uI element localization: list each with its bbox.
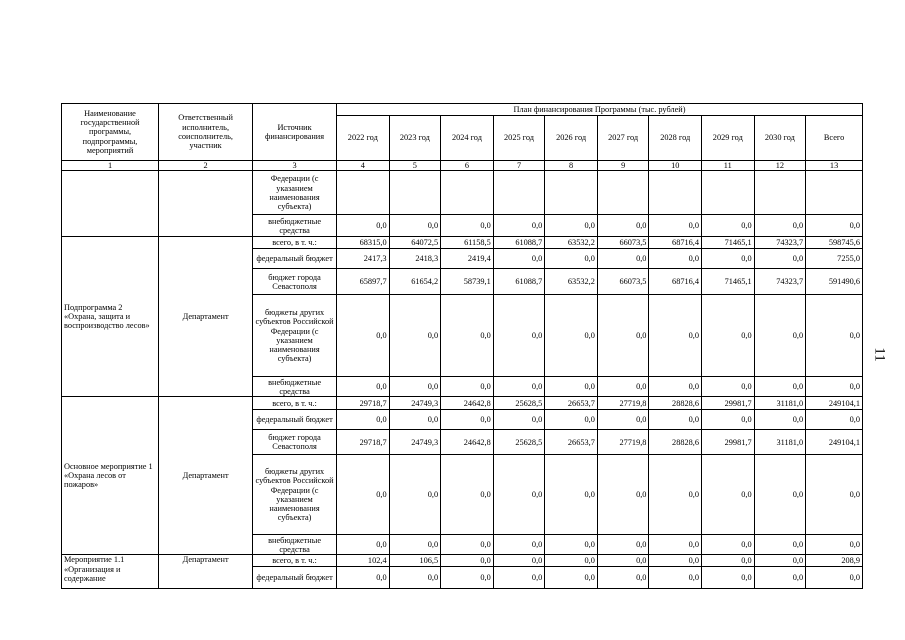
- value-cell: 598745,6: [806, 237, 863, 249]
- column-number: 13: [806, 161, 863, 171]
- row-group-name: [62, 171, 159, 237]
- value-cell: 0,0: [597, 535, 649, 555]
- value-cell: 74323,7: [754, 269, 806, 295]
- value-cell: 0,0: [806, 567, 863, 589]
- value-cell: 71465,1: [702, 269, 755, 295]
- header-year: 2026 год: [545, 116, 598, 161]
- value-cell: 0,0: [649, 555, 702, 567]
- value-cell: 74323,7: [754, 237, 806, 249]
- funding-source: внебюджетные средства: [253, 215, 337, 237]
- value-cell: 0,0: [702, 215, 755, 237]
- column-number: 1: [62, 161, 159, 171]
- funding-source: всего, в т. ч.:: [253, 397, 337, 410]
- value-cell: [754, 171, 806, 215]
- value-cell: 27719,8: [597, 397, 649, 410]
- value-cell: 0,0: [545, 535, 598, 555]
- table-row: [62, 397, 863, 410]
- value-cell: 0,0: [545, 567, 598, 589]
- column-number: 9: [597, 161, 649, 171]
- value-cell: [441, 171, 494, 215]
- value-cell: 66073,5: [597, 269, 649, 295]
- value-cell: 0,0: [754, 535, 806, 555]
- value-cell: 0,0: [806, 535, 863, 555]
- row-group-name: Мероприятие 1.1 «Организация и содержание: [62, 555, 159, 589]
- value-cell: 0,0: [702, 295, 755, 377]
- value-cell: 0,0: [441, 215, 494, 237]
- value-cell: 27719,8: [597, 430, 649, 455]
- value-cell: 0,0: [649, 567, 702, 589]
- value-cell: 0,0: [702, 567, 755, 589]
- row-group-executor: Департамент: [159, 397, 253, 555]
- funding-source: бюджет города Севастополя: [253, 269, 337, 295]
- value-cell: 68315,0: [337, 237, 390, 249]
- value-cell: 0,0: [649, 535, 702, 555]
- table-row: [62, 555, 863, 567]
- funding-source: федеральный бюджет: [253, 410, 337, 430]
- value-cell: 0,0: [597, 377, 649, 397]
- value-cell: 0,0: [702, 249, 755, 269]
- column-number: 2: [159, 161, 253, 171]
- value-cell: 64072,5: [389, 237, 441, 249]
- value-cell: 0,0: [545, 455, 598, 535]
- value-cell: 0,0: [806, 455, 863, 535]
- value-cell: 0,0: [545, 377, 598, 397]
- funding-source: бюджеты других субъектов Российской Федерации (с указанием наименования субъекта): [253, 455, 337, 535]
- header-column-numbers-row: [62, 161, 863, 171]
- value-cell: 24749,3: [389, 430, 441, 455]
- value-cell: 0,0: [806, 410, 863, 430]
- value-cell: 0,0: [597, 410, 649, 430]
- value-cell: 24642,8: [441, 430, 494, 455]
- value-cell: 0,0: [337, 295, 390, 377]
- value-cell: 0,0: [649, 377, 702, 397]
- value-cell: 2419,4: [441, 249, 494, 269]
- value-cell: 0,0: [702, 555, 755, 567]
- value-cell: 58739,1: [441, 269, 494, 295]
- funding-source: бюджеты других субъектов Российской Федерации (с указанием наименования субъекта): [253, 295, 337, 377]
- value-cell: 102,4: [337, 555, 390, 567]
- value-cell: 24749,3: [389, 397, 441, 410]
- value-cell: 0,0: [337, 410, 390, 430]
- value-cell: 0,0: [806, 215, 863, 237]
- value-cell: 0,0: [337, 215, 390, 237]
- value-cell: 0,0: [545, 249, 598, 269]
- value-cell: 0,0: [649, 410, 702, 430]
- value-cell: 0,0: [806, 377, 863, 397]
- value-cell: 0,0: [806, 295, 863, 377]
- value-cell: 31181,0: [754, 397, 806, 410]
- value-cell: 0,0: [754, 295, 806, 377]
- value-cell: 0,0: [389, 295, 441, 377]
- value-cell: 26653,7: [545, 430, 598, 455]
- funding-source: всего, в т. ч.:: [253, 555, 337, 567]
- value-cell: 0,0: [545, 410, 598, 430]
- value-cell: 0,0: [702, 455, 755, 535]
- value-cell: [337, 171, 390, 215]
- value-cell: 29981,7: [702, 430, 755, 455]
- value-cell: 66073,5: [597, 237, 649, 249]
- value-cell: 0,0: [754, 377, 806, 397]
- value-cell: 0,0: [493, 215, 545, 237]
- value-cell: 0,0: [389, 215, 441, 237]
- value-cell: 0,0: [493, 249, 545, 269]
- value-cell: 0,0: [754, 249, 806, 269]
- value-cell: 0,0: [441, 555, 494, 567]
- header-executor: Ответственный исполнитель, соисполнитель, участник: [159, 104, 253, 161]
- header-year: Всего: [806, 116, 863, 161]
- column-number: 12: [754, 161, 806, 171]
- value-cell: 0,0: [702, 410, 755, 430]
- value-cell: 61654,2: [389, 269, 441, 295]
- value-cell: 0,0: [389, 535, 441, 555]
- value-cell: 68716,4: [649, 237, 702, 249]
- column-number: 5: [389, 161, 441, 171]
- row-group-name: Подпрограмма 2 «Охрана, защита и воспроизводство лесов»: [62, 237, 159, 397]
- value-cell: 0,0: [441, 567, 494, 589]
- value-cell: 31181,0: [754, 430, 806, 455]
- value-cell: 0,0: [337, 535, 390, 555]
- value-cell: 61158,5: [441, 237, 494, 249]
- value-cell: [806, 171, 863, 215]
- value-cell: 0,0: [337, 455, 390, 535]
- value-cell: 0,0: [389, 455, 441, 535]
- value-cell: 0,0: [493, 377, 545, 397]
- value-cell: 0,0: [389, 410, 441, 430]
- value-cell: 63532,2: [545, 237, 598, 249]
- value-cell: [389, 171, 441, 215]
- funding-source: федеральный бюджет: [253, 249, 337, 269]
- value-cell: [702, 171, 755, 215]
- header-plan-title: План финансирования Программы (тыс. рублей): [337, 104, 863, 116]
- value-cell: 63532,2: [545, 269, 598, 295]
- value-cell: 0,0: [441, 295, 494, 377]
- table-body: [62, 171, 863, 589]
- value-cell: 7255,0: [806, 249, 863, 269]
- value-cell: 0,0: [493, 567, 545, 589]
- header-year: 2027 год: [597, 116, 649, 161]
- value-cell: 28828,6: [649, 430, 702, 455]
- value-cell: 26653,7: [545, 397, 598, 410]
- value-cell: 0,0: [545, 215, 598, 237]
- header-year: 2029 год: [702, 116, 755, 161]
- header-year: 2030 год: [754, 116, 806, 161]
- value-cell: 0,0: [702, 535, 755, 555]
- value-cell: 2417,3: [337, 249, 390, 269]
- value-cell: 208,9: [806, 555, 863, 567]
- value-cell: 249104,1: [806, 397, 863, 410]
- column-number: 4: [337, 161, 390, 171]
- value-cell: 0,0: [754, 555, 806, 567]
- header-source: Источник финансирования: [253, 104, 337, 161]
- column-number: 10: [649, 161, 702, 171]
- column-number: 6: [441, 161, 494, 171]
- row-group-executor: [159, 171, 253, 237]
- value-cell: 0,0: [389, 567, 441, 589]
- value-cell: 0,0: [545, 555, 598, 567]
- value-cell: 0,0: [337, 567, 390, 589]
- value-cell: 61088,7: [493, 237, 545, 249]
- value-cell: 0,0: [597, 567, 649, 589]
- value-cell: 591490,6: [806, 269, 863, 295]
- value-cell: 68716,4: [649, 269, 702, 295]
- funding-source: бюджет города Севастополя: [253, 430, 337, 455]
- row-group-executor: Департамент: [159, 237, 253, 397]
- table-row: [62, 171, 863, 215]
- value-cell: 25628,5: [493, 397, 545, 410]
- header-year: 2025 год: [493, 116, 545, 161]
- value-cell: 0,0: [649, 455, 702, 535]
- value-cell: 0,0: [389, 377, 441, 397]
- page-number: 11: [871, 347, 888, 362]
- value-cell: 2418,3: [389, 249, 441, 269]
- value-cell: 0,0: [754, 410, 806, 430]
- funding-source: внебюджетные средства: [253, 377, 337, 397]
- value-cell: 0,0: [649, 295, 702, 377]
- column-number: 8: [545, 161, 598, 171]
- value-cell: 25628,5: [493, 430, 545, 455]
- value-cell: 0,0: [493, 535, 545, 555]
- value-cell: 0,0: [597, 215, 649, 237]
- value-cell: 29981,7: [702, 397, 755, 410]
- header-year: 2024 год: [441, 116, 494, 161]
- value-cell: 0,0: [597, 555, 649, 567]
- value-cell: 0,0: [649, 249, 702, 269]
- value-cell: 249104,1: [806, 430, 863, 455]
- value-cell: 106,5: [389, 555, 441, 567]
- value-cell: 71465,1: [702, 237, 755, 249]
- header-year: 2022 год: [337, 116, 390, 161]
- value-cell: 0,0: [493, 410, 545, 430]
- value-cell: 0,0: [441, 410, 494, 430]
- row-group-executor: Департамент: [159, 555, 253, 589]
- value-cell: 0,0: [545, 295, 598, 377]
- value-cell: 0,0: [597, 295, 649, 377]
- funding-source: всего, в т. ч.:: [253, 237, 337, 249]
- funding-source: федеральный бюджет: [253, 567, 337, 589]
- header-year: 2028 год: [649, 116, 702, 161]
- value-cell: 0,0: [337, 377, 390, 397]
- value-cell: 0,0: [754, 455, 806, 535]
- value-cell: 0,0: [754, 567, 806, 589]
- value-cell: 0,0: [493, 555, 545, 567]
- value-cell: [493, 171, 545, 215]
- header-name: Наименование государственной программы, подпрограммы, мероприятий: [62, 104, 159, 161]
- column-number: 7: [493, 161, 545, 171]
- value-cell: 24642,8: [441, 397, 494, 410]
- value-cell: 0,0: [441, 455, 494, 535]
- row-group-name: Основное мероприятие 1 «Охрана лесов от пожаров»: [62, 397, 159, 555]
- value-cell: 0,0: [649, 215, 702, 237]
- value-cell: [649, 171, 702, 215]
- value-cell: 28828,6: [649, 397, 702, 410]
- value-cell: [597, 171, 649, 215]
- value-cell: 65897,7: [337, 269, 390, 295]
- header-year: 2023 год: [389, 116, 441, 161]
- value-cell: 0,0: [493, 455, 545, 535]
- value-cell: [545, 171, 598, 215]
- funding-source: внебюджетные средства: [253, 535, 337, 555]
- value-cell: 0,0: [597, 455, 649, 535]
- table-row: [62, 237, 863, 249]
- column-number: 3: [253, 161, 337, 171]
- value-cell: 29718,7: [337, 397, 390, 410]
- column-number: 11: [702, 161, 755, 171]
- value-cell: 0,0: [441, 377, 494, 397]
- financing-table: [61, 103, 863, 589]
- value-cell: 0,0: [493, 295, 545, 377]
- funding-source: Федерации (с указанием наименования субъекта): [253, 171, 337, 215]
- value-cell: 0,0: [441, 535, 494, 555]
- value-cell: 29718,7: [337, 430, 390, 455]
- value-cell: 0,0: [754, 215, 806, 237]
- value-cell: 0,0: [702, 377, 755, 397]
- value-cell: 61088,7: [493, 269, 545, 295]
- value-cell: 0,0: [597, 249, 649, 269]
